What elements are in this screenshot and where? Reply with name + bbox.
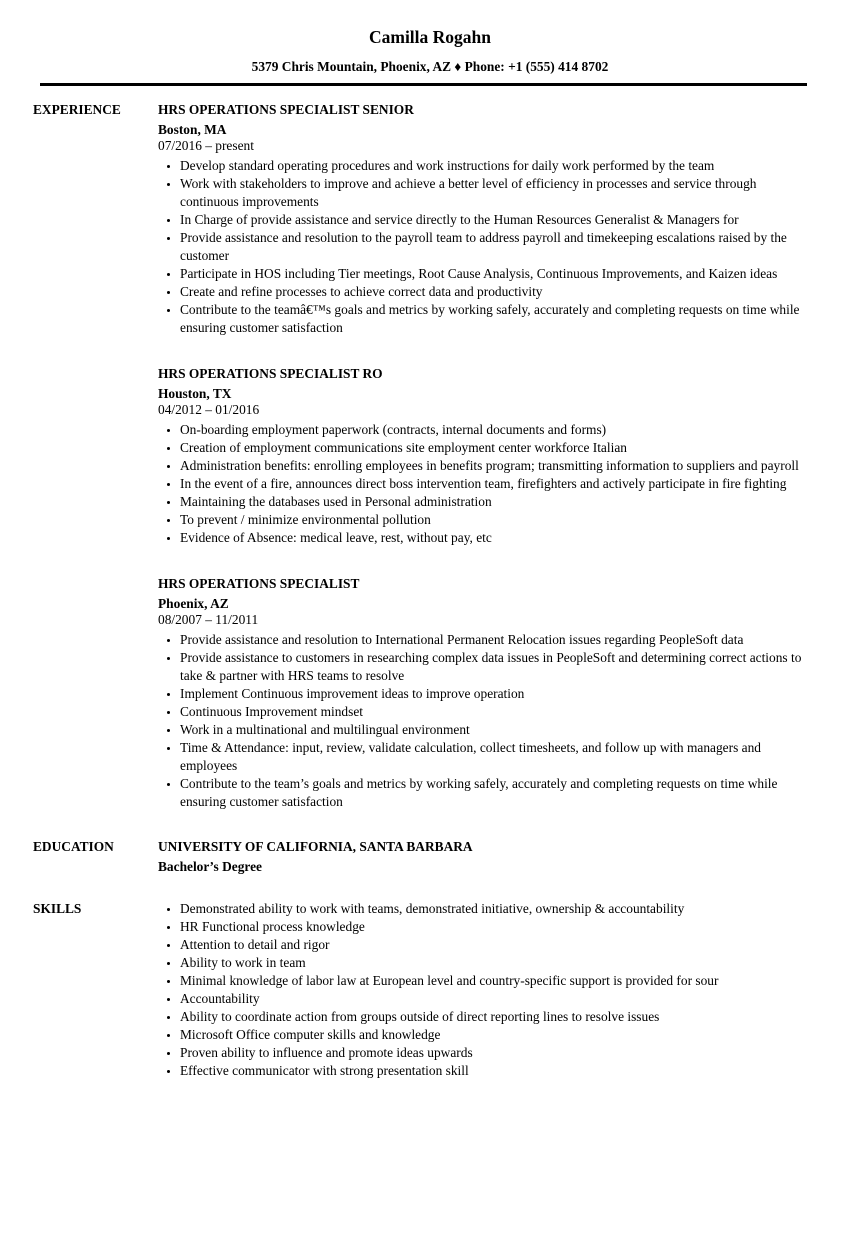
section-label-experience: EXPERIENCE bbox=[33, 102, 121, 117]
job-title: HRS OPERATIONS SPECIALIST bbox=[158, 576, 360, 591]
job-entry bbox=[158, 575, 812, 811]
skill-item: • Ability to work in team bbox=[180, 954, 812, 972]
bullet-item: • Provide assistance and resolution to the payroll team to address payroll and timekeeping escalations raised by the customer bbox=[180, 229, 812, 265]
bullet-item: • To prevent / minimize environmental pollution bbox=[180, 511, 812, 529]
header-divider bbox=[40, 83, 807, 86]
bullet-item: • Develop standard operating procedures and work instructions for daily work performed by the team bbox=[180, 157, 812, 175]
skill-item: • Accountability bbox=[180, 990, 812, 1008]
education-content bbox=[158, 838, 812, 876]
section-label-education: EDUCATION bbox=[33, 839, 114, 854]
education-section bbox=[0, 838, 860, 876]
skill-item: • Attention to detail and rigor bbox=[180, 936, 812, 954]
education-degree: Bachelor’s Degree bbox=[158, 859, 262, 874]
bullet-item: • On-boarding employment paperwork (contracts, internal documents and forms) bbox=[180, 421, 812, 439]
job-location: Boston, MA bbox=[158, 122, 227, 137]
job-dates: 08/2007 – 11/2011 bbox=[158, 612, 259, 627]
bullet-item: • Create and refine processes to achieve correct data and productivity bbox=[180, 283, 812, 301]
job-title: HRS OPERATIONS SPECIALIST SENIOR bbox=[158, 102, 414, 117]
job-location: Phoenix, AZ bbox=[158, 596, 229, 611]
job-bullets bbox=[158, 631, 812, 811]
job-location: Houston, TX bbox=[158, 386, 232, 401]
bullet-item: • Provide assistance to customers in researching complex data issues in PeopleSoft and determining correct actions to take & partner with HRS teams to resolve bbox=[180, 649, 812, 685]
bullet-item: • Time & Attendance: input, review, validate calculation, collect timesheets, and follow up with managers and employees bbox=[180, 739, 812, 775]
job-dates: 07/2016 – present bbox=[158, 138, 254, 153]
skills-list bbox=[158, 900, 812, 1080]
bullet-item: • Continuous Improvement mindset bbox=[180, 703, 812, 721]
job-bullets bbox=[158, 157, 812, 337]
experience-section bbox=[0, 101, 860, 811]
job-dates: 04/2012 – 01/2016 bbox=[158, 402, 260, 417]
bullet-item: • Provide assistance and resolution to International Permanent Relocation issues regarding PeopleSoft data bbox=[180, 631, 812, 649]
bullet-item: • In Charge of provide assistance and service directly to the Human Resources Generalist & Managers for bbox=[180, 211, 812, 229]
bullet-item: • Work with stakeholders to improve and achieve a better level of efficiency in processes and service through continuous improvements bbox=[180, 175, 812, 211]
skill-item: • Proven ability to influence and promote ideas upwards bbox=[180, 1044, 812, 1062]
job-entry bbox=[158, 365, 812, 547]
bullet-item: • Contribute to the team’s goals and metrics by working safely, accurately and completing requests on time while ensuring customer satisfaction bbox=[180, 775, 812, 811]
bullet-item: • In the event of a fire, announces direct boss intervention team, firefighters and actively participate in fire fighting bbox=[180, 475, 812, 493]
skill-item: • Minimal knowledge of labor law at European level and country-specific support is provided for sour bbox=[180, 972, 812, 990]
skills-section bbox=[0, 900, 860, 1080]
skill-item: • Microsoft Office computer skills and knowledge bbox=[180, 1026, 812, 1044]
skill-item: • Demonstrated ability to work with teams, demonstrated initiative, ownership & accountability bbox=[180, 900, 812, 918]
bullet-item: • Implement Continuous improvement ideas to improve operation bbox=[180, 685, 812, 703]
bullet-item: • Participate in HOS including Tier meetings, Root Cause Analysis, Continuous Improvements, and Kaizen ideas bbox=[180, 265, 812, 283]
skill-item: • HR Functional process knowledge bbox=[180, 918, 812, 936]
candidate-name: Camilla Rogahn bbox=[368, 27, 492, 47]
job-entry bbox=[158, 101, 812, 337]
bullet-item: • Creation of employment communications site employment center workforce Italian bbox=[180, 439, 812, 457]
bullet-item: • Administration benefits: enrolling employees in benefits program; transmitting information to suppliers and payroll bbox=[180, 457, 812, 475]
contact-line: 5379 Chris Mountain, Phoenix, AZ ♦ Phone: +1 (555) 414 8702 bbox=[251, 59, 609, 74]
skill-item: • Effective communicator with strong presentation skill bbox=[180, 1062, 812, 1080]
job-bullets bbox=[158, 421, 812, 547]
skill-item: • Ability to coordinate action from groups outside of direct reporting lines to resolve issues bbox=[180, 1008, 812, 1026]
education-school: UNIVERSITY OF CALIFORNIA, SANTA BARBARA bbox=[158, 839, 473, 854]
skills-content bbox=[158, 900, 812, 1080]
section-label-skills: SKILLS bbox=[33, 901, 82, 916]
resume-header bbox=[0, 26, 860, 76]
bullet-item: • Contribute to the teamâ€™s goals and metrics by working safely, accurately and completing requests on time while ensuring customer satisfaction bbox=[180, 301, 812, 337]
bullet-item: • Evidence of Absence: medical leave, rest, without pay, etc bbox=[180, 529, 812, 547]
job-title: HRS OPERATIONS SPECIALIST RO bbox=[158, 366, 383, 381]
bullet-item: • Work in a multinational and multilingual environment bbox=[180, 721, 812, 739]
experience-content bbox=[158, 101, 812, 811]
bullet-item: • Maintaining the databases used in Personal administration bbox=[180, 493, 812, 511]
